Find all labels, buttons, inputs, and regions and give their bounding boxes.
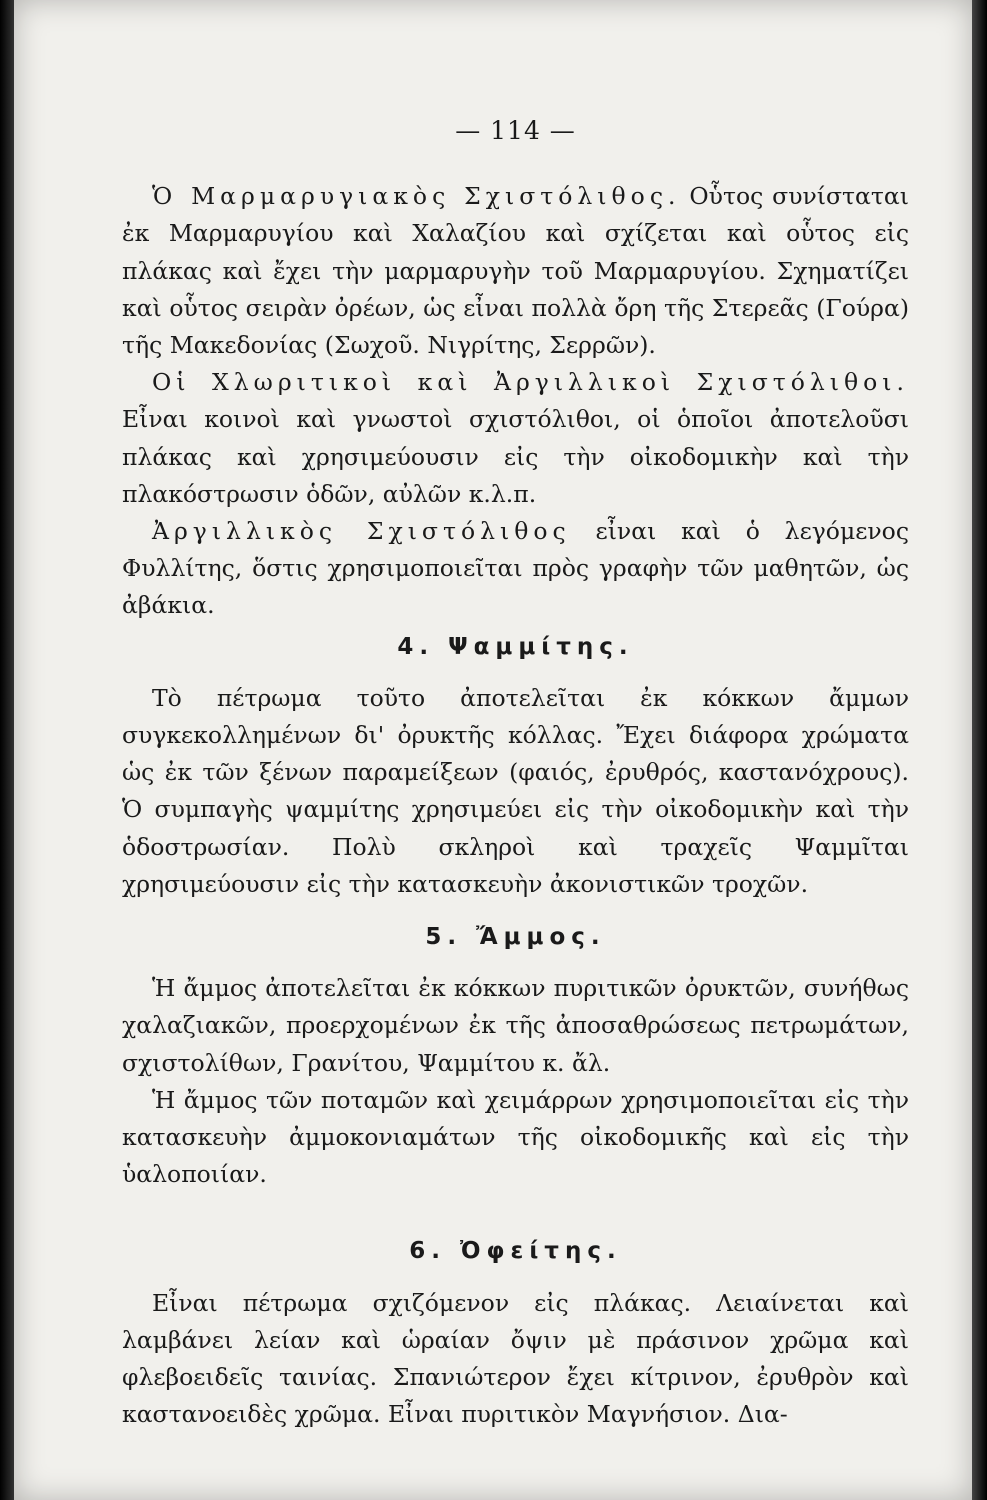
paragraph-ammos-2: Ἡ ἄμμος τῶν ποταμῶν καὶ χειμάρρων χρησιμοποιεῖται εἰς τὴν κατασκευὴν ἀμμοκονιαμάτων τῆς οἰκοδομικῆς καὶ εἰς τὴν ὑαλοποιίαν.	[122, 1085, 909, 1189]
page-text	[122, 112, 909, 1434]
paragraph-marmarygiakos	[122, 178, 909, 364]
paragraph-ammos-1: Ἡ ἄμμος ἀποτελεῖται ἐκ κόκκων πυριτικῶν ὀρυκτῶν, συνήθως χαλαζιακῶν, προερχομένων ἐκ τῆς ἀποσαθρώσεως πετρωμάτων, σχιστολίθων, Γρανίτου, Ψαμμίτου κ. ἄλ.	[122, 974, 909, 1077]
term-chloritikoi: Οἱ Χλωριτικοὶ καὶ Ἀργιλλικοὶ Σχιστόλιθοι.	[152, 368, 909, 397]
book-page	[14, 0, 972, 1500]
text-chloritikoi: Εἶναι κοινοὶ καὶ γνωστοὶ σχιστόλιθοι, οἱ ὁποῖοι ἀποτελοῦσι πλάκας καὶ χρησιμεύουσιν εἰς τὴν οἰκοδομικὴν καὶ τὴν πλακόστρωσιν ὁδῶν, αὐλῶν κ.λ.π.	[122, 405, 909, 508]
heading-psammitis: 4. Ψαμμίτης.	[397, 633, 634, 660]
page-edge-right	[972, 0, 987, 1500]
paragraph-ofeitis: Εἶναι πέτρωμα σχιζόμενον εἰς πλάκας. Λειαίνεται καὶ λαμβάνει λείαν καὶ ὡραίαν ὄψιν μὲ πράσινον χρῶμα καὶ φλεβοειδεῖς ταινίας. Σπανιώτερον ἔχει κίτρινον, ἐρυθρὸν καὶ καστανοειδὲς χρῶμα. Εἶναι πυριτικὸν Μαγνήσιον. Δια-	[122, 1288, 909, 1429]
term-marmarygiakos: Ὁ Μαρμαρυγιακὸς Σχιστόλιθος.	[152, 182, 681, 211]
page-number: — 114 —	[455, 116, 576, 145]
paragraph-psammitis: Τὸ πέτρωμα τοῦτο ἀποτελεῖται ἐκ κόκκων ἄμμων συγκεκολλημένων δι' ὀρυκτῆς κόλλας. Ἔχει διάφορα χρώματα ὡς ἐκ τῶν ξένων παραμείξεων (φαιός, ἐρυθρός, καστανόχρους). Ὁ συμπαγὴς ψαμμίτης χρησιμεύει εἰς τὴν οἰκοδομικὴν καὶ τὴν ὁδοστρωσίαν. Πολὺ σκληροὶ καὶ τραχεῖς Ψαμμῖται χρησιμεύουσιν εἰς τὴν κατασκευὴν ἀκονιστικῶν τροχῶν.	[122, 683, 909, 898]
paragraph-chloritikoi	[122, 364, 909, 513]
text-marmarygiakos: Οὗτος συνίσταται ἐκ Μαρμαρυγίου καὶ Χαλαζίου καὶ σχίζεται καὶ οὗτος εἰς πλάκας καὶ ἔχει τὴν μαρμαρυγὴν τοῦ Μαρμαρυγίου. Σχηματίζει καὶ οὗτος σειρὰν ὀρέων, ὡς εἶναι πολλὰ ὄρη τῆς Στερεᾶς (Γούρα) τῆς Μακεδονίας (Σωχοῦ. Νιγρίτης, Σερρῶν).	[122, 182, 909, 360]
page-edge-left	[0, 0, 14, 1500]
text-argillikos: εἶναι καὶ ὁ λεγόμενος Φυλλίτης, ὅστις χρησιμοποιεῖται πρὸς γραφὴν τῶν μαθητῶν, ὡς ἀβάκια.	[122, 517, 909, 620]
heading-ammos: 5. Ἄμμος.	[425, 924, 606, 951]
paragraph-argillikos	[122, 513, 909, 625]
term-argillikos: Ἀργιλλικὸς Σχιστόλιθος	[152, 517, 571, 546]
heading-ofeitis: 6. Ὀφείτης.	[409, 1238, 622, 1265]
